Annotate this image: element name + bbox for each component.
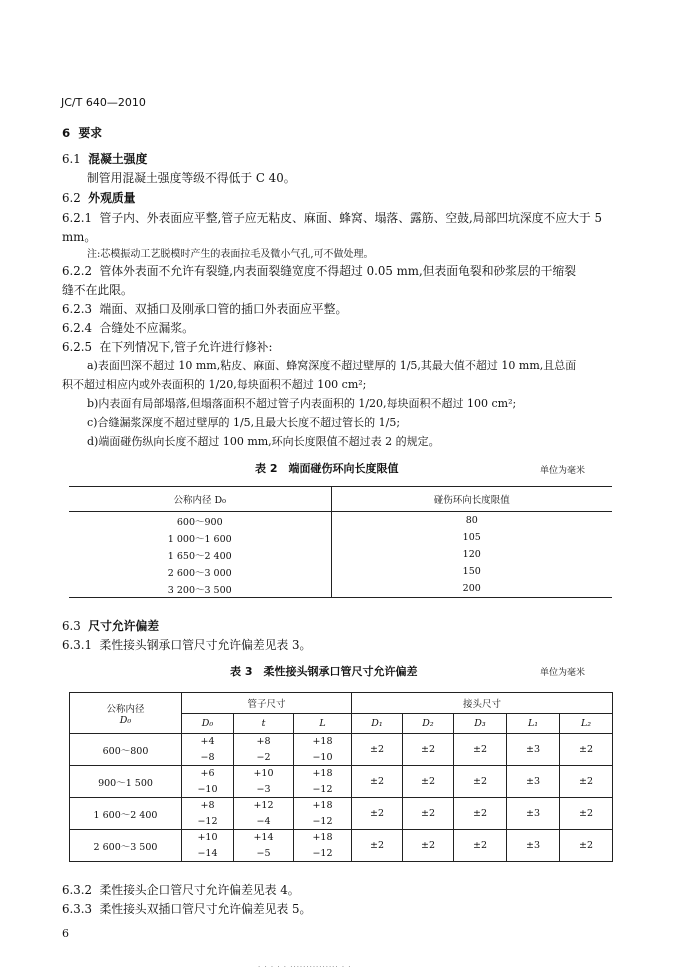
table-cell: ±2 <box>560 830 613 862</box>
paragraph <box>62 341 272 355</box>
paragraph-continuation: 缝不在此限。 <box>62 283 133 297</box>
column-header: 碰伤环向长度限值 <box>331 487 612 512</box>
clause-text: 管子内、外表面应平整,管子应无粘皮、麻面、蜂窝、塌落、露筋、空鼓,局部凹坑深度不应大于 5 <box>99 211 602 225</box>
list-item-d: d)端面碰伤纵向长度不超过 100 mm,环向长度限值不超过表 2 的规定。 <box>87 435 440 448</box>
table-row <box>70 734 613 750</box>
table-row <box>69 546 612 563</box>
section-6-1-heading <box>62 153 147 167</box>
column-header: D₃ <box>454 714 507 734</box>
table-header-row <box>69 487 612 512</box>
table-cell: −2 <box>234 750 294 766</box>
table-header-row <box>70 693 613 714</box>
table-cell: ±2 <box>352 830 403 862</box>
table-cell: +18 <box>294 830 352 846</box>
table-row <box>70 766 613 782</box>
section-number: 6.3 <box>62 619 81 633</box>
table-cell: 2 600～3 000 <box>69 563 331 580</box>
column-header: D₁ <box>352 714 403 734</box>
table-cell: −5 <box>234 846 294 862</box>
table-cell: ±2 <box>403 766 454 798</box>
table-2-caption: 表 2 端面碰伤环向长度限值 <box>255 462 399 475</box>
clause-number: 6.2.5 <box>62 340 93 354</box>
clause-number: 6.2.3 <box>62 302 93 316</box>
table-row <box>70 798 613 814</box>
clause-text: 合缝处不应漏浆。 <box>99 321 194 335</box>
table-cell: ±2 <box>560 798 613 830</box>
paragraph-continuation: mm。 <box>62 230 97 244</box>
clause-text: 柔性接头钢承口管尺寸允许偏差见表 3。 <box>99 638 312 652</box>
section-6-heading <box>62 127 102 141</box>
table-cell: ±2 <box>454 734 507 766</box>
note: 注:芯模振动工艺脱模时产生的表面拉毛及微小气孔,可不做处理。 <box>87 249 374 260</box>
paragraph <box>62 884 300 898</box>
table-row <box>69 529 612 546</box>
column-header: L <box>294 714 352 734</box>
paragraph: 制管用混凝土强度等级不得低于 C 40。 <box>87 171 296 185</box>
paragraph <box>62 212 602 226</box>
table-3 <box>69 692 613 862</box>
list-item-b: b)内表面有局部塌落,但塌落面积不超过管子内表面积的 1/20,每块面积不超过 100 cm²; <box>87 397 517 410</box>
table-cell: ±2 <box>352 766 403 798</box>
clause-number: 6.3.2 <box>62 883 93 897</box>
table-cell: +18 <box>294 798 352 814</box>
table-cell: −14 <box>182 846 234 862</box>
clause-text: 柔性接头双插口管尺寸允许偏差见表 5。 <box>99 902 312 916</box>
table-cell: +18 <box>294 734 352 750</box>
table-cell: ±3 <box>507 830 560 862</box>
column-header: D₀ <box>182 714 234 734</box>
table-row <box>69 563 612 580</box>
footer-scan-dots: · · · · · ··············· · · <box>258 963 352 971</box>
table-3-caption: 表 3 柔性接头钢承口管尺寸允许偏差 <box>230 665 418 678</box>
table-cell: 1 000～1 600 <box>69 529 331 546</box>
table-cell: +10 <box>234 766 294 782</box>
table-cell: +8 <box>234 734 294 750</box>
paragraph <box>62 265 576 279</box>
table-cell: ±3 <box>507 766 560 798</box>
table-cell: 3 200～3 500 <box>69 580 331 598</box>
table-cell: ±2 <box>454 830 507 862</box>
table-2 <box>69 486 612 598</box>
clause-text: 端面、双插口及刚承口管的插口外表面应平整。 <box>99 302 348 316</box>
clause-number: 6.3.1 <box>62 638 93 652</box>
table-cell: −12 <box>182 814 234 830</box>
table-row <box>69 512 612 530</box>
table-cell: 1 650～2 400 <box>69 546 331 563</box>
clause-text: 在下列情况下,管子允许进行修补: <box>99 340 273 354</box>
table-cell: ±3 <box>507 798 560 830</box>
list-item-a-continuation: 积不超过相应内或外表面积的 1/20,每块面积不超过 100 cm²; <box>62 378 367 391</box>
table-cell: +8 <box>182 798 234 814</box>
column-header <box>70 693 182 734</box>
table-cell: −10 <box>182 782 234 798</box>
clause-number: 6.2.1 <box>62 211 93 225</box>
table-cell: 2 600～3 500 <box>70 830 182 862</box>
header-label: 公称内径 <box>106 703 145 715</box>
list-item-a: a)表面凹深不超过 10 mm,粘皮、麻面、蜂窝深度不超过壁厚的 1/5,其最大值不超过 10 mm,且总面 <box>87 359 577 372</box>
section-number: 6 <box>62 126 71 140</box>
table-cell: 600～800 <box>70 734 182 766</box>
table-cell: ±2 <box>454 798 507 830</box>
clause-text: 柔性接头企口管尺寸允许偏差见表 4。 <box>99 883 300 897</box>
section-6-3-heading <box>62 620 159 634</box>
column-header: t <box>234 714 294 734</box>
table-cell: ±2 <box>560 766 613 798</box>
column-header: D₂ <box>403 714 454 734</box>
paragraph <box>62 639 311 653</box>
clause-text: 管体外表面不允许有裂缝,内表面裂缝宽度不得超过 0.05 mm,但表面龟裂和砂浆层的干缩裂 <box>99 264 577 278</box>
table-cell: +14 <box>234 830 294 846</box>
table-cell: 200 <box>462 583 481 594</box>
table-cell: −8 <box>182 750 234 766</box>
table-cell: ±2 <box>352 734 403 766</box>
section-title: 混凝土强度 <box>88 152 148 166</box>
clause-number: 6.2.4 <box>62 321 93 335</box>
table-cell: 1 600～2 400 <box>70 798 182 830</box>
table-cell: −10 <box>294 750 352 766</box>
table-cell: 80 <box>465 515 478 526</box>
clause-number: 6.3.3 <box>62 902 93 916</box>
section-6-2-heading <box>62 192 135 206</box>
paragraph <box>62 322 194 336</box>
table-cell: ±3 <box>507 734 560 766</box>
table-3-unit: 单位为毫米 <box>540 668 586 678</box>
list-item-c: c)合缝漏浆深度不超过壁厚的 1/5,且最大长度不超过管长的 1/5; <box>87 416 401 429</box>
table-cell: ±2 <box>403 798 454 830</box>
table-2-unit: 单位为毫米 <box>540 466 586 476</box>
table-cell: ±2 <box>403 830 454 862</box>
table-cell: 900～1 500 <box>70 766 182 798</box>
table-cell: ±2 <box>403 734 454 766</box>
paragraph <box>62 303 347 317</box>
section-number: 6.2 <box>62 191 81 205</box>
table-cell: −12 <box>294 814 352 830</box>
table-row <box>70 830 613 846</box>
table-cell: ±2 <box>454 766 507 798</box>
table-cell: +4 <box>182 734 234 750</box>
table-cell: 150 <box>462 566 481 577</box>
table-cell: ±2 <box>352 798 403 830</box>
table-row <box>69 580 612 598</box>
section-title: 外观质量 <box>88 191 136 205</box>
table-cell: +18 <box>294 766 352 782</box>
column-group-header: 接头尺寸 <box>352 693 613 714</box>
table-cell: +6 <box>182 766 234 782</box>
table-cell: −3 <box>234 782 294 798</box>
paragraph <box>62 903 311 917</box>
section-number: 6.1 <box>62 152 81 166</box>
column-header: L₂ <box>560 714 613 734</box>
table-cell: 105 <box>462 532 481 543</box>
page-number: 6 <box>62 927 69 940</box>
column-header: L₁ <box>507 714 560 734</box>
column-group-header: 管子尺寸 <box>182 693 352 714</box>
section-title: 要求 <box>78 126 103 140</box>
table-cell: −12 <box>294 846 352 862</box>
table-cell: +10 <box>182 830 234 846</box>
table-cell: −12 <box>294 782 352 798</box>
column-header: 公称内径 D₀ <box>69 487 331 512</box>
table-cell: 120 <box>462 549 481 560</box>
table-cell: ±2 <box>560 734 613 766</box>
section-title: 尺寸允许偏差 <box>88 619 160 633</box>
header-symbol: D₀ <box>119 714 132 726</box>
table-cell: −4 <box>234 814 294 830</box>
document-id: JC/T 640—2010 <box>61 96 146 109</box>
table-cell: 600～900 <box>69 512 331 530</box>
clause-number: 6.2.2 <box>62 264 93 278</box>
table-cell: +12 <box>234 798 294 814</box>
